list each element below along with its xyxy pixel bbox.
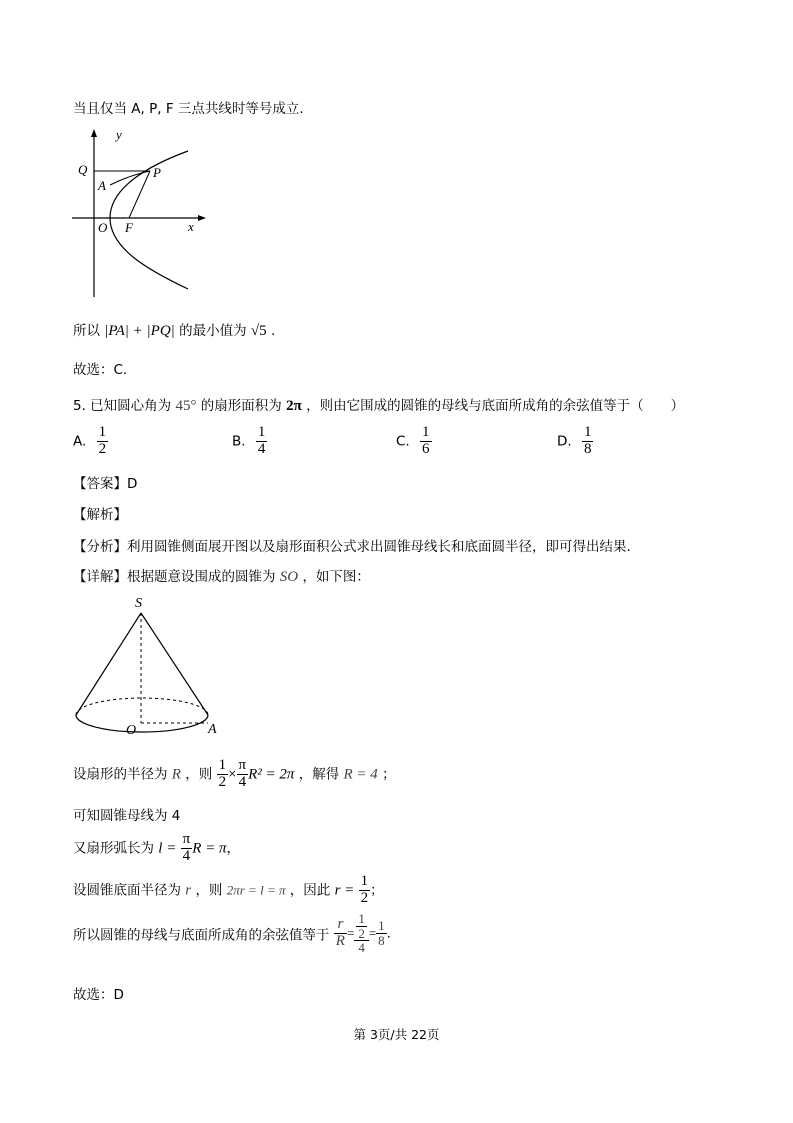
step-4-line xyxy=(73,874,384,907)
option-a xyxy=(73,425,108,458)
step5-inner-den: 2 xyxy=(358,925,365,941)
fenxi-tag: 【分析】 xyxy=(73,539,127,555)
cone-base-back xyxy=(76,698,208,715)
xiangjie-end: ，如下图： xyxy=(302,569,370,585)
step4-post: ，因此 xyxy=(289,882,331,899)
step1-frac2-num: π xyxy=(238,757,247,773)
xiangjie-tag: 【详解】 xyxy=(73,569,127,585)
step5-r-den: R xyxy=(335,932,345,949)
min-end: . xyxy=(270,323,276,339)
step1-pre: 设扇形的半径为 xyxy=(73,766,168,783)
step-2-line: 可知圆锥母线为 4 xyxy=(73,808,181,824)
step5-end: . xyxy=(386,925,391,942)
page-footer: 第 3页/共 22页 xyxy=(353,1027,440,1042)
q5-area: 2π xyxy=(286,398,302,414)
option-c-den: 6 xyxy=(422,440,430,457)
option-d xyxy=(557,425,593,458)
step5-eq1: = xyxy=(346,925,355,941)
fenxi-line xyxy=(73,535,631,555)
option-c-label: C. xyxy=(396,433,410,450)
choose-c-text: 故选：C. xyxy=(73,362,128,378)
step5-pre: 所以圆锥的母线与底面所成角的余弦值等于 xyxy=(73,927,330,944)
option-b xyxy=(232,425,267,458)
option-c xyxy=(396,425,432,458)
parabola-figure xyxy=(70,127,220,303)
step5-result-num: 1 xyxy=(378,918,385,934)
step4-equation: 2πr = l = π xyxy=(226,882,286,898)
x-axis-arrow xyxy=(198,215,206,221)
fenxi-text: 利用圆锥侧面展开图以及扇形面积公式求出圆锥母线长和底面圆半径，即可得出结果. xyxy=(127,539,631,555)
option-c-num: 1 xyxy=(422,424,430,440)
pa-segment xyxy=(110,171,150,185)
min-value-line xyxy=(73,319,275,340)
step5-inner-num: 1 xyxy=(358,911,365,926)
min-expression: |PA| + |PQ| xyxy=(104,323,175,339)
step-5-line xyxy=(73,912,391,955)
step1-frac1-num: 1 xyxy=(218,757,227,773)
step1-end: ； xyxy=(382,766,396,783)
step1-mid: ，则 xyxy=(185,766,213,783)
cone-figure xyxy=(72,593,232,755)
step4-end: ； xyxy=(370,882,384,899)
step1-times: × xyxy=(228,766,237,783)
min-mid: 的最小值为 xyxy=(179,323,247,339)
y-label: y xyxy=(116,127,122,142)
step1-frac2-den: 4 xyxy=(238,773,247,790)
step1-equation-rest: R² = 2π xyxy=(248,766,295,783)
step1-post: ，解得 xyxy=(298,766,340,783)
option-b-label: B. xyxy=(232,433,246,450)
cone-apex-s-label: S xyxy=(135,596,142,611)
step1-r-symbol: R xyxy=(171,766,181,783)
cone-center-o-label: O xyxy=(126,723,137,738)
option-b-num: 1 xyxy=(257,424,266,440)
y-axis-arrow xyxy=(91,129,97,137)
step4-r-symbol: r xyxy=(185,882,192,899)
step5-eq2: = xyxy=(368,925,377,941)
answer-line xyxy=(73,472,137,492)
q5-stem-b: 的扇形面积为 xyxy=(200,398,282,414)
cone-so-symbol: SO xyxy=(279,569,299,585)
cone-point-a-label: A xyxy=(208,722,217,737)
step3-end: ， xyxy=(226,840,241,857)
answer-tag: 【答案】 xyxy=(73,476,127,492)
step3-frac-num: π xyxy=(182,831,191,847)
step1-frac1-den: 2 xyxy=(218,773,227,790)
step5-outer-den: 4 xyxy=(358,940,365,956)
step5-result-den: 8 xyxy=(378,932,385,948)
focus-f-label: F xyxy=(125,220,133,235)
step4-pre: 设圆锥底面半径为 xyxy=(73,882,181,899)
step5-r-num: r xyxy=(334,917,347,934)
collinear-condition-text: 当且仅当 A, P, F 三点共线时等号成立. xyxy=(73,101,304,117)
x-label: x xyxy=(188,219,194,234)
step4-mid: ，则 xyxy=(195,882,223,899)
step3-frac-den: 4 xyxy=(182,847,191,864)
step3-l-lead: l = xyxy=(158,840,177,857)
option-d-label: D. xyxy=(557,433,572,450)
option-a-label: A. xyxy=(73,433,87,450)
option-d-den: 8 xyxy=(583,440,592,457)
cone-left-edge xyxy=(76,613,141,715)
q5-stem-c: ，则由它围成的圆锥的母线与底面所成角的余弦值等于（ ） xyxy=(306,398,685,414)
question-5-stem xyxy=(73,394,684,415)
step3-rest: R = π xyxy=(192,840,227,857)
option-a-den: 2 xyxy=(98,440,107,457)
xiangjie-text: 根据题意设围成的圆锥为 xyxy=(127,569,276,585)
analysis-tag: 【解析】 xyxy=(73,507,127,523)
q5-angle: 45° xyxy=(175,398,197,414)
answer-value: D xyxy=(127,476,138,492)
pf-segment xyxy=(129,171,150,218)
min-value: √5 xyxy=(250,323,267,339)
step4-frac-num: 1 xyxy=(360,873,369,889)
step-3-line xyxy=(73,832,240,865)
option-b-den: 4 xyxy=(257,440,266,457)
origin-o-label: O xyxy=(98,220,108,235)
point-a-label: A xyxy=(98,178,106,193)
q5-stem-a: 5. 已知圆心角为 xyxy=(73,398,172,414)
xiangjie-line xyxy=(73,565,370,586)
min-pre: 所以 xyxy=(73,323,100,339)
point-p-label: P xyxy=(153,165,161,180)
step4-frac-den: 2 xyxy=(360,889,369,906)
step3-pre: 又扇形弧长为 xyxy=(73,840,154,857)
option-a-num: 1 xyxy=(98,424,107,440)
step4-r-lead: r = xyxy=(334,882,355,899)
choose-d-text: 故选：D xyxy=(73,987,124,1003)
point-q-label: Q xyxy=(78,162,88,177)
option-d-num: 1 xyxy=(583,424,592,440)
step-1-line xyxy=(73,758,396,791)
step1-solution: R = 4 xyxy=(343,766,378,783)
